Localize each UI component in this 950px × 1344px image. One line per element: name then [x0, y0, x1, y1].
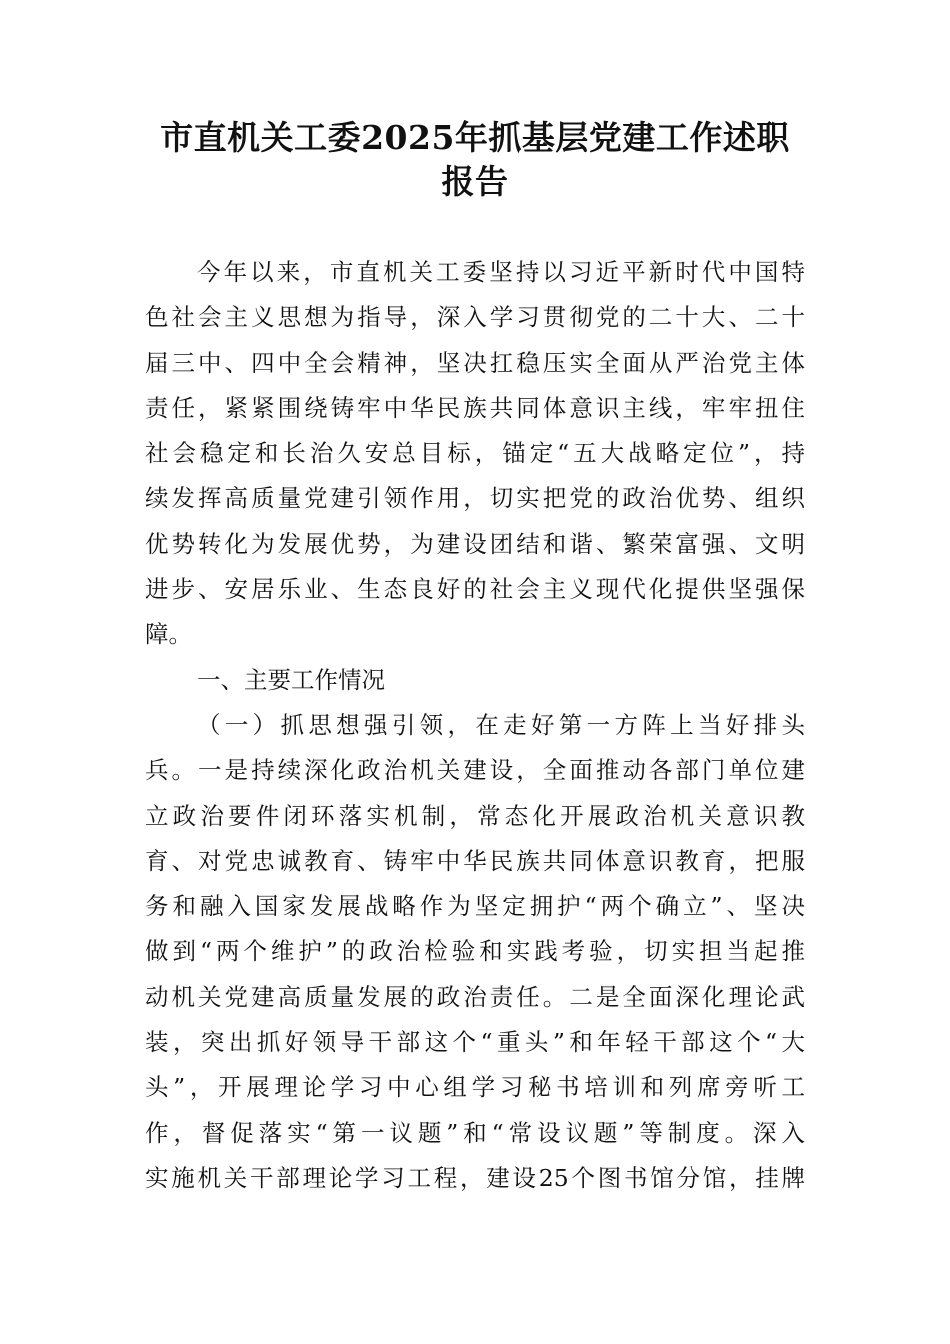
paragraph-line: 实施机关干部理论学习工程，建设25个图书馆分馆，挂牌 [145, 1163, 805, 1192]
document-title [140, 116, 810, 204]
paragraph-line: 做到“两个维护”的政治检验和实践考验，切实担当起推 [145, 937, 805, 966]
paragraph-line: 兵。一是持续深化政治机关建设，全面推动各部门单位建 [145, 756, 805, 785]
section-heading: 一、主要工作情况 [197, 665, 385, 694]
paragraph-line: 今年以来，市直机关工委坚持以习近平新时代中国特 [197, 258, 805, 286]
paragraph-line: 优势转化为发展优势，为建设团结和谐、繁荣富强、文明 [145, 529, 805, 558]
paragraph-line: 社会稳定和长治久安总目标，锚定“五大战略定位”，持 [145, 439, 805, 468]
paragraph-line: 障。 [145, 620, 192, 649]
title-line-2: 报告 [441, 162, 509, 201]
paragraph-line: 续发挥高质量党建引领作用，切实把党的政治优势、组织 [145, 484, 805, 513]
paragraph-line: 进步、安居乐业、生态良好的社会主义现代化提供坚强保 [145, 575, 805, 604]
paragraph-line: 务和融入国家发展战略作为坚定拥护“两个确立”、坚决 [145, 892, 805, 921]
paragraph-line: 育、对党忠诚教育、铸牢中华民族共同体意识教育，把服 [145, 846, 805, 875]
paragraph-line: 头”，开展理论学习中心组学习秘书培训和列席旁听工 [145, 1073, 805, 1102]
paragraph-line: 责任，紧紧围绕铸牢中华民族共同体意识主线，牢牢扭住 [145, 393, 805, 422]
paragraph-line: 作，督促落实“第一议题”和“常设议题”等制度。深入 [145, 1118, 805, 1147]
paragraph-line: 届三中、四中全会精神，坚决扛稳压实全面从严治党主体 [145, 348, 805, 377]
paragraph-line: 装，突出抓好领导干部这个“重头”和年轻干部这个“大 [145, 1028, 805, 1057]
document-body [145, 250, 805, 1201]
title-line-1: 市直机关工委2025年抓基层党建工作述职 [160, 118, 790, 157]
paragraph-line: （一）抓思想强引领，在走好第一方阵上当好排头 [197, 710, 805, 739]
paragraph-line: 立政治要件闭环落实机制，常态化开展政治机关意识教 [145, 801, 805, 830]
paragraph-line: 动机关党建高质量发展的政治责任。二是全面深化理论武 [145, 982, 805, 1011]
paragraph-line: 色社会主义思想为指导，深入学习贯彻党的二十大、二十 [145, 303, 805, 332]
